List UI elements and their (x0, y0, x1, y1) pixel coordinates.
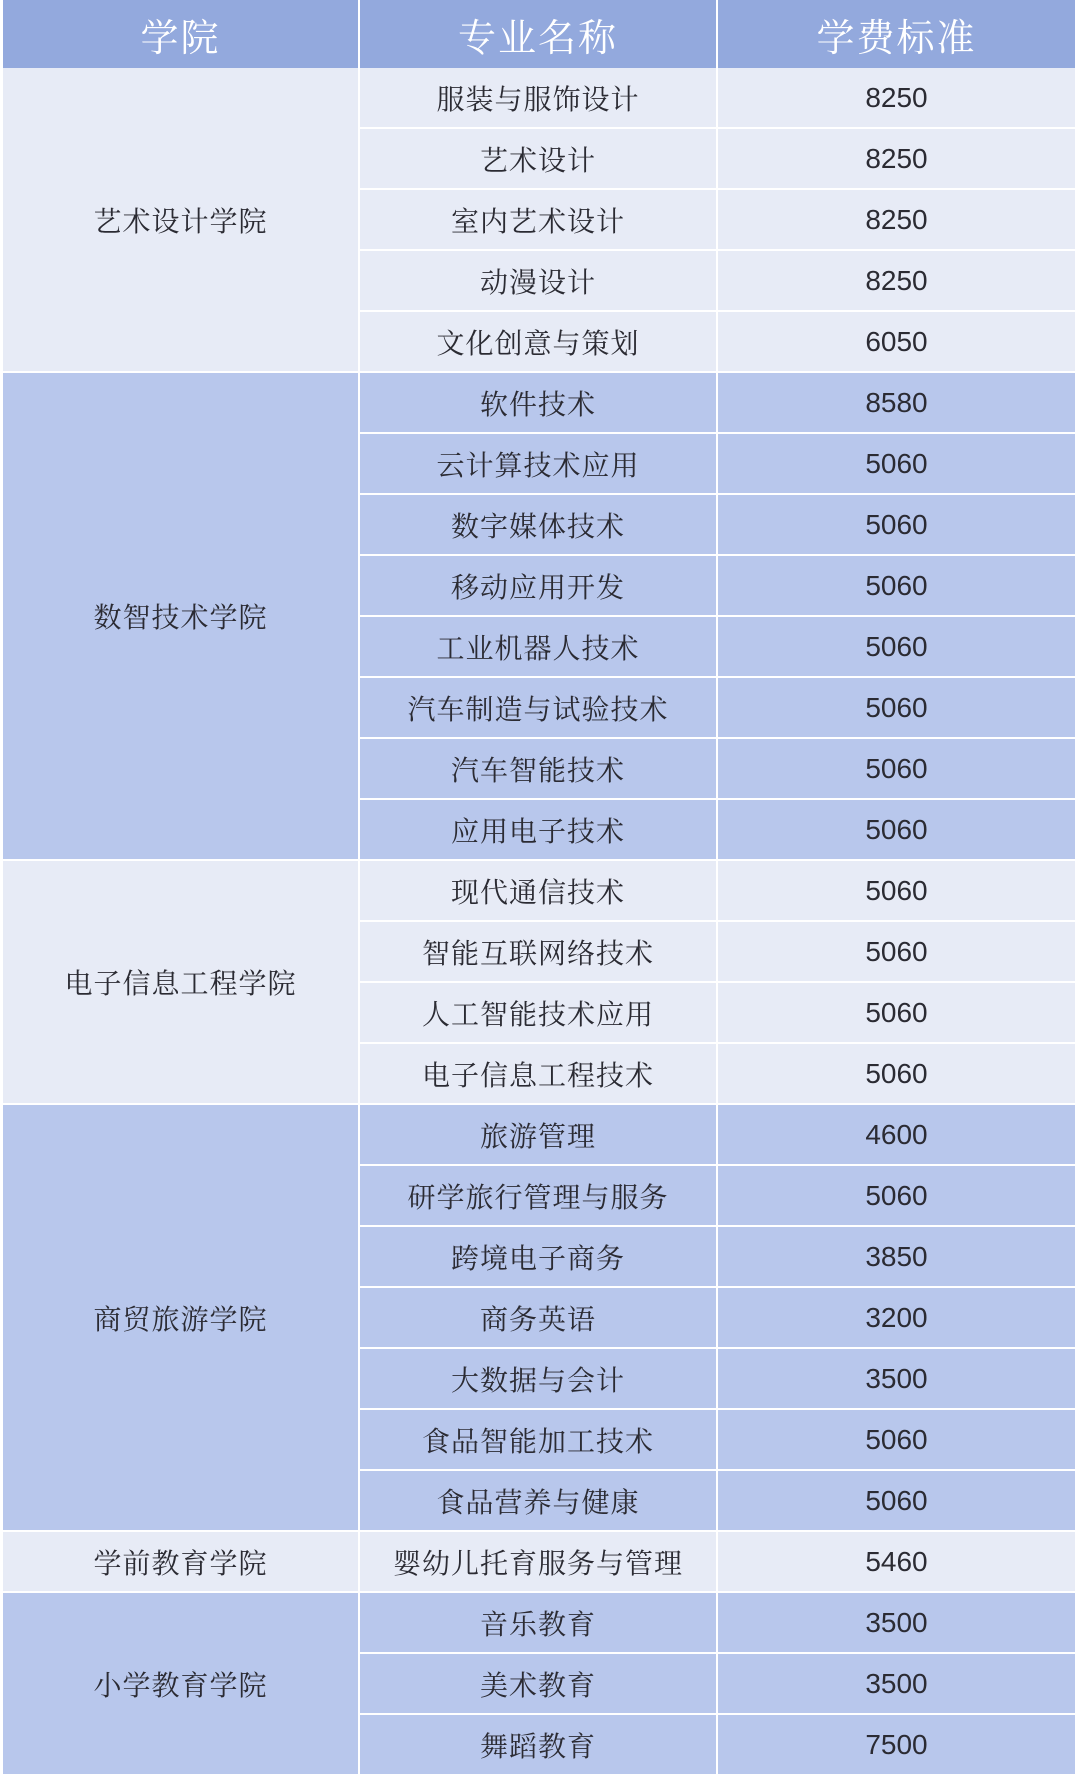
major-cell: 食品营养与健康 (359, 1470, 717, 1531)
fee-cell: 5060 (717, 1043, 1075, 1104)
table-row (3, 1531, 1075, 1592)
fee-cell: 5060 (717, 982, 1075, 1043)
fee-cell: 8250 (717, 250, 1075, 311)
fee-cell: 8250 (717, 68, 1075, 128)
header-major: 专业名称 (359, 0, 717, 68)
major-cell: 食品智能加工技术 (359, 1409, 717, 1470)
major-cell: 电子信息工程技术 (359, 1043, 717, 1104)
fee-cell: 8580 (717, 372, 1075, 433)
fee-cell: 5060 (717, 1165, 1075, 1226)
fee-cell: 5060 (717, 555, 1075, 616)
major-cell: 汽车制造与试验技术 (359, 677, 717, 738)
fee-cell: 5060 (717, 921, 1075, 982)
fee-cell: 5060 (717, 677, 1075, 738)
major-cell: 智能互联网络技术 (359, 921, 717, 982)
college-cell: 数智技术学院 (3, 372, 359, 860)
major-cell: 人工智能技术应用 (359, 982, 717, 1043)
college-cell: 小学教育学院 (3, 1592, 359, 1775)
table-row (3, 68, 1075, 128)
fee-cell: 5060 (717, 494, 1075, 555)
fee-cell: 5060 (717, 799, 1075, 860)
fee-cell: 5060 (717, 1409, 1075, 1470)
fee-cell: 5060 (717, 616, 1075, 677)
college-cell: 商贸旅游学院 (3, 1104, 359, 1531)
major-cell: 研学旅行管理与服务 (359, 1165, 717, 1226)
major-cell: 婴幼儿托育服务与管理 (359, 1531, 717, 1592)
major-cell: 工业机器人技术 (359, 616, 717, 677)
fee-cell: 3850 (717, 1226, 1075, 1287)
college-cell: 艺术设计学院 (3, 68, 359, 372)
table-row (3, 1104, 1075, 1165)
fee-cell: 3500 (717, 1653, 1075, 1714)
major-cell: 文化创意与策划 (359, 311, 717, 372)
major-cell: 动漫设计 (359, 250, 717, 311)
major-cell: 软件技术 (359, 372, 717, 433)
header-college: 学院 (3, 0, 359, 68)
fee-cell: 5060 (717, 1470, 1075, 1531)
major-cell: 数字媒体技术 (359, 494, 717, 555)
major-cell: 应用电子技术 (359, 799, 717, 860)
fee-cell: 5060 (717, 860, 1075, 921)
major-cell: 汽车智能技术 (359, 738, 717, 799)
fee-cell: 3500 (717, 1348, 1075, 1409)
major-cell: 艺术设计 (359, 128, 717, 189)
major-cell: 跨境电子商务 (359, 1226, 717, 1287)
fee-cell: 8250 (717, 128, 1075, 189)
major-cell: 商务英语 (359, 1287, 717, 1348)
college-cell: 学前教育学院 (3, 1531, 359, 1592)
college-cell: 电子信息工程学院 (3, 860, 359, 1104)
major-cell: 室内艺术设计 (359, 189, 717, 250)
major-cell: 音乐教育 (359, 1592, 717, 1653)
table-body (3, 68, 1075, 1775)
fee-cell: 5460 (717, 1531, 1075, 1592)
fee-cell: 6050 (717, 311, 1075, 372)
major-cell: 舞蹈教育 (359, 1714, 717, 1775)
major-cell: 服装与服饰设计 (359, 68, 717, 128)
fee-cell: 4600 (717, 1104, 1075, 1165)
fee-cell: 7500 (717, 1714, 1075, 1775)
header-row (3, 0, 1075, 68)
fee-cell: 5060 (717, 738, 1075, 799)
fee-cell: 3200 (717, 1287, 1075, 1348)
table-row (3, 860, 1075, 921)
major-cell: 现代通信技术 (359, 860, 717, 921)
fee-cell: 8250 (717, 189, 1075, 250)
tuition-fee-table (3, 0, 1075, 1776)
header-fee: 学费标准 (717, 0, 1075, 68)
major-cell: 大数据与会计 (359, 1348, 717, 1409)
major-cell: 旅游管理 (359, 1104, 717, 1165)
major-cell: 移动应用开发 (359, 555, 717, 616)
table-row (3, 372, 1075, 433)
fee-cell: 5060 (717, 433, 1075, 494)
table-row (3, 1592, 1075, 1653)
table-header (3, 0, 1075, 68)
major-cell: 云计算技术应用 (359, 433, 717, 494)
fee-cell: 3500 (717, 1592, 1075, 1653)
major-cell: 美术教育 (359, 1653, 717, 1714)
